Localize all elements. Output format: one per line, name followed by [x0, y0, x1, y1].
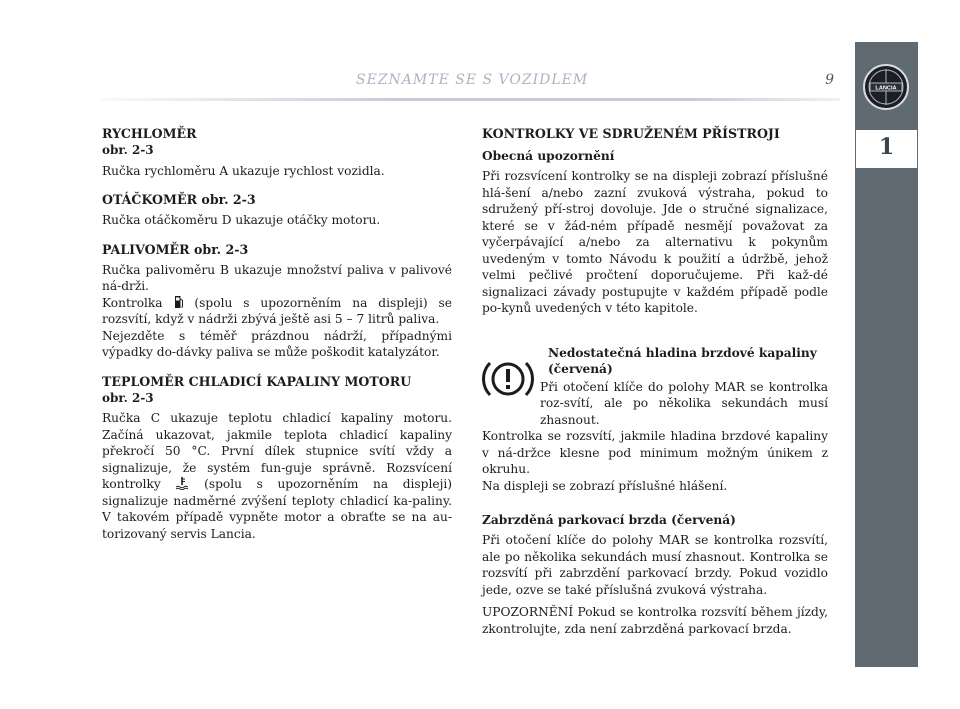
brake-warning-icon [480, 351, 536, 407]
tachometer-text: Ručka otáčkoměru D ukazuje otáčky motoru. [102, 213, 381, 227]
page-header [100, 64, 840, 94]
warning-label: UPOZORNĚNÍ [482, 605, 574, 619]
parking-brake-text: Při otočení klíče do polohy MAR se kontrolka rozsvítí, ale po několika sekundách musí zhasnout. Kontrolka se rozsvítí při zabrzdění parkovací brzdy. Pokud vozidlo jede, ozve se také příslušná zvuková výstraha. [482, 533, 828, 597]
coolant-gauge-title: TEPLOMĚR CHLADICÍ KAPALINY MOTORU [102, 373, 412, 389]
chapter-tab [856, 128, 917, 170]
parking-brake-section [482, 512, 828, 637]
tachometer-title: OTÁČKOMĚR [102, 192, 198, 207]
brake-fluid-section [482, 345, 828, 429]
fuel-gauge-text-1: Ručka palivoměru B ukazuje množství paliva v palivové ná-drži. [102, 262, 452, 293]
tachometer-ref: obr. 2-3 [201, 192, 256, 207]
fuel-gauge-text-2 [102, 295, 452, 328]
speedometer-title: RYCHLOMĚR [102, 126, 197, 141]
header-title: SEZNAMTE SE S VOZIDLEM [356, 72, 589, 88]
left-column [102, 126, 452, 555]
coolant-gauge-section [102, 374, 452, 543]
fuel-gauge-section [102, 242, 452, 361]
coolant-text-b: (spolu s upozorněním na displeji) signalizuje nadměrné zvýšení teploty chladicí ka-paliny. V takovém případě vypněte motor a obraťte se na au-torizovaný servis Lancia. [102, 477, 453, 541]
right-column [482, 126, 828, 650]
fuel-gauge-title: PALIVOMĚR [102, 241, 190, 257]
coolant-gauge-ref: obr. 2-3 [102, 390, 154, 405]
coolant-temperature-icon [175, 476, 189, 490]
logo-text: LANCIA [875, 85, 897, 92]
speedometer-section [102, 126, 452, 179]
brake-fluid-title: Nedostatečná hladina brzdové kapaliny (červená) [548, 345, 817, 376]
fuel-gauge-ref: obr. 2-3 [194, 241, 249, 257]
brake-fluid-details [482, 428, 828, 494]
header-rule [100, 98, 840, 101]
brake-fluid-text-2: Kontrolka se rozsvítí, jakmile hladina brzdové kapaliny v ná-držce klesne pod minimum možným únikem z okruhu. [482, 429, 828, 476]
speedometer-ref: obr. 2-3 [102, 143, 154, 157]
speedometer-text: Ručka rychloměru A ukazuje rychlost vozidla. [102, 163, 385, 178]
general-warnings-section [482, 148, 828, 317]
warning-text: Pokud se kontrolka rozsvítí během jízdy, zkontrolujte, zda není zabrzděná parkovací brzda. [482, 605, 829, 636]
fuel-warning-label: Kontrolka [102, 295, 163, 310]
coolant-gauge-text [102, 410, 452, 542]
parking-brake-title: Zabrzděná parkovací brzda (červená) [482, 513, 736, 527]
general-warnings-title: Obecná upozornění [482, 149, 615, 163]
general-warnings-text: Při rozsvícení kontrolky se na displeji zobrazí příslušné hlá-šení a/nebo zazní zvuková výstraha, pokud to sdružený pří-stroj dovoluje. Jde o stručné signalizace, které se v žád-ném případě nesmějí považovat za vyčerpávající a/nebo za alternativu k pokynům uvedeným v tomto Návodu k použití a údržbě, jehož velmi pečlivé pročtení doporučujeme. Při kaž-dé signalizaci závady postupujte v každém případě podle po-kynů uvedených v této kapitole. [482, 169, 828, 315]
fuel-pump-icon [174, 295, 184, 309]
parking-brake-warning [482, 604, 828, 637]
brake-fluid-text-3: Na displeji se zobrazí příslušné hlášení. [482, 478, 728, 493]
fuel-gauge-text-3: Nejezděte s téměř prázdnou nádrží, případnými výpadky do-dávky paliva se může poškodit katalyzátor. [102, 328, 452, 359]
brake-fluid-text-1: Při otočení klíče do polohy MAR se kontrolka roz-svítí, ale po několika sekundách musí zhasnout. [540, 379, 828, 427]
page-number: 9 [825, 72, 834, 88]
warning-lights-title: KONTROLKY VE SDRUŽENÉM PŘÍSTROJI [482, 126, 780, 141]
lancia-logo-icon [862, 63, 910, 111]
coolant-text-a: Ručka C ukazuje teplotu chladicí kapaliny motoru. Začíná ukazovat, jakmile teplota chladicí kapaliny překročí 50 °C. První dílek stupnice svítí vždy a signalizuje, že systém fun-guje správně. Rozsvícení kontrolky [102, 411, 452, 491]
tachometer-section [102, 192, 452, 229]
chapter-number: 1 [878, 134, 895, 160]
fuel-warning-text: (spolu s upozorněním na displeji) se rozsvítí, když v nádrži zbývá ještě asi 5 – 7 litrů paliva. [102, 295, 452, 326]
